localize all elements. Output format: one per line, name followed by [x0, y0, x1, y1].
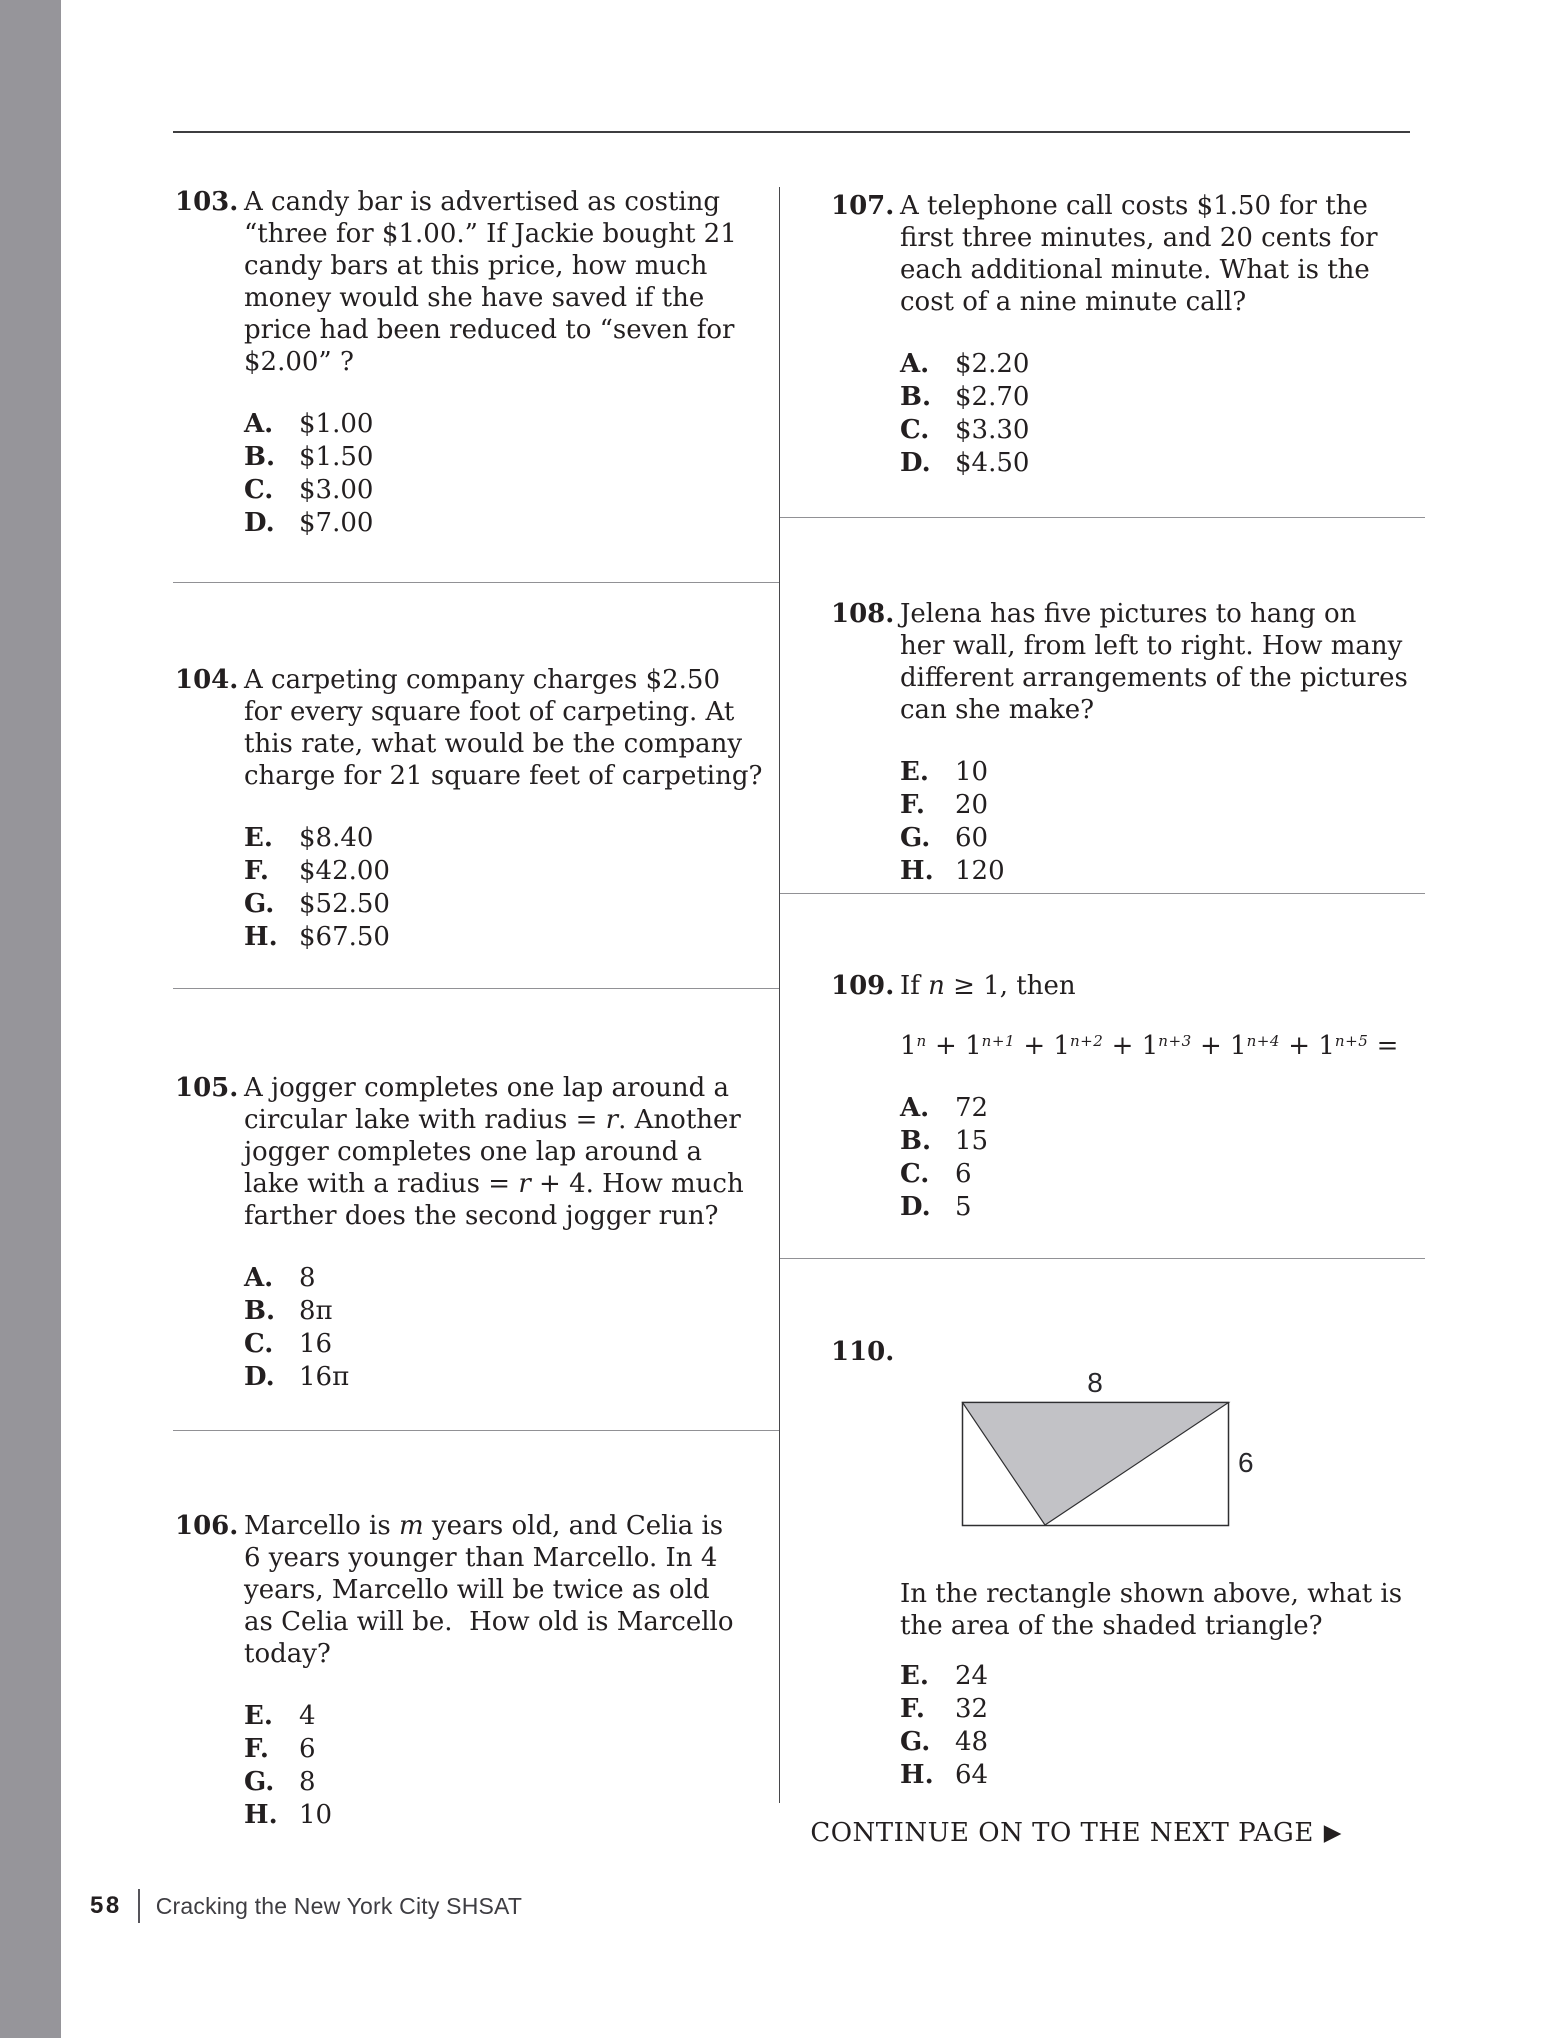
choice-letter: E. — [244, 1701, 273, 1731]
answer-choice-B — [900, 381, 1378, 414]
question-stem — [244, 186, 737, 378]
choice-letter: E. — [900, 757, 929, 787]
answer-choice-F — [244, 1733, 734, 1766]
header-rule — [173, 131, 1410, 133]
question-text-line: each additional minute. What is the — [900, 255, 1370, 285]
answer-choice-E — [900, 1660, 1402, 1693]
answer-choice-E — [244, 1700, 734, 1733]
question-number: 104. — [175, 665, 239, 695]
choice-value: $1.00 — [299, 409, 374, 439]
choice-value: 10 — [955, 757, 989, 787]
choice-letter: E. — [900, 1661, 929, 1691]
choice-value: 6 — [955, 1159, 972, 1189]
answer-choices — [900, 1660, 1402, 1792]
question-divider — [173, 988, 779, 989]
answer-choice-G — [244, 1766, 734, 1799]
question-number: 107. — [831, 191, 895, 221]
question-text-line: A telephone call costs $1.50 for the — [900, 191, 1368, 221]
footer-divider — [138, 1889, 140, 1923]
question-106 — [175, 1510, 734, 1832]
answer-choice-D — [900, 447, 1378, 480]
question-text-line: her wall, from left to right. How many — [900, 631, 1403, 661]
choice-letter: B. — [244, 1296, 276, 1326]
question-text-line: the area of the shaded triangle? — [900, 1611, 1323, 1641]
answer-choice-A — [900, 348, 1378, 381]
question-divider — [780, 893, 1425, 894]
answer-choice-F — [900, 789, 1408, 822]
choice-value: $42.00 — [299, 856, 390, 886]
answer-choice-G — [900, 1726, 1402, 1759]
column-divider — [779, 187, 780, 1803]
question-divider — [173, 582, 779, 583]
choice-value: 32 — [955, 1694, 989, 1724]
choice-value: $2.70 — [955, 382, 1030, 412]
choice-value: $1.50 — [299, 442, 374, 472]
question-text-line: Marcello is m years old, and Celia is — [244, 1511, 724, 1541]
question-text-line: years, Marcello will be twice as old — [244, 1575, 710, 1605]
choice-value: 64 — [955, 1760, 989, 1790]
choice-letter: F. — [244, 856, 269, 886]
choice-letter: H. — [244, 922, 278, 952]
choice-value: 5 — [955, 1192, 972, 1222]
answer-choice-D — [244, 507, 737, 540]
question-stem — [244, 664, 762, 792]
choice-value: 48 — [955, 1727, 989, 1757]
answer-choice-C — [900, 1158, 1398, 1191]
question-text-line: Jelena has five pictures to hang on — [900, 599, 1357, 629]
question-stem — [900, 970, 1398, 1062]
answer-choices — [900, 348, 1378, 480]
choice-value: 10 — [299, 1800, 333, 1830]
question-number: 105. — [175, 1073, 239, 1103]
question-text-line: today? — [244, 1639, 331, 1669]
question-number: 106. — [175, 1511, 239, 1541]
answer-choice-A — [900, 1092, 1398, 1125]
choice-value: $67.50 — [299, 922, 390, 952]
question-divider — [780, 517, 1425, 518]
choice-value: 6 — [299, 1734, 316, 1764]
question-104 — [175, 664, 762, 954]
choice-value: $3.00 — [299, 475, 374, 505]
answer-choice-A — [244, 1262, 744, 1295]
choice-letter: D. — [244, 1362, 275, 1392]
answer-choice-D — [244, 1361, 744, 1394]
answer-choice-G — [244, 888, 762, 921]
answer-choice-C — [244, 1328, 744, 1361]
question-text-line: for every square foot of carpeting. At — [244, 697, 735, 727]
question-stem — [900, 598, 1408, 726]
answer-choices — [244, 822, 762, 954]
choice-value: 72 — [955, 1093, 989, 1123]
choice-value: 24 — [955, 1661, 989, 1691]
question-number: 110. — [831, 1337, 895, 1367]
choice-letter: A. — [244, 409, 274, 439]
question-text-line: “three for $1.00.” If Jackie bought 21 — [244, 219, 737, 249]
choice-letter: D. — [244, 508, 275, 538]
choice-letter: A. — [900, 1093, 930, 1123]
continue-banner — [810, 1818, 1342, 1848]
question-number: 103. — [175, 187, 239, 217]
question-107 — [831, 190, 1378, 480]
choice-value: $7.00 — [299, 508, 374, 538]
choice-letter: H. — [244, 1800, 278, 1830]
rectangle-triangle-figure — [940, 1352, 1280, 1537]
figure-height-label: 6 — [1238, 1447, 1254, 1478]
answer-choices — [900, 756, 1408, 888]
answer-choice-E — [244, 822, 762, 855]
question-text-line: A jogger completes one lap around a — [244, 1073, 730, 1103]
choice-letter: D. — [900, 448, 931, 478]
page-footer — [90, 1889, 522, 1923]
choice-letter: B. — [900, 1126, 932, 1156]
question-text-line: If n ≥ 1, then — [900, 971, 1076, 1001]
answer-choices — [244, 1262, 744, 1394]
choice-letter: F. — [900, 790, 925, 820]
choice-letter: G. — [244, 889, 275, 919]
choice-value: 4 — [299, 1701, 316, 1731]
choice-letter: G. — [900, 1727, 931, 1757]
question-text-line: first three minutes, and 20 cents for — [900, 223, 1378, 253]
choice-value: 20 — [955, 790, 989, 820]
choice-letter: G. — [900, 823, 931, 853]
question-108 — [831, 598, 1408, 888]
question-text-line: money would she have saved if the — [244, 283, 705, 313]
question-text-line: charge for 21 square feet of carpeting? — [244, 761, 763, 791]
choice-letter: C. — [244, 475, 274, 505]
question-stem — [900, 190, 1378, 318]
choice-value: $4.50 — [955, 448, 1030, 478]
choice-letter: C. — [244, 1329, 274, 1359]
choice-value: $3.30 — [955, 415, 1030, 445]
answer-choice-B — [244, 441, 737, 474]
page-number: 58 — [90, 1892, 122, 1919]
question-text-line: can she make? — [900, 695, 1095, 725]
question-stem — [244, 1510, 734, 1670]
choice-value: 120 — [955, 856, 1005, 886]
question-text-line: price had been reduced to “seven for — [244, 315, 735, 345]
choice-letter: H. — [900, 856, 934, 886]
question-text-line: different arrangements of the pictures — [900, 663, 1408, 693]
question-105 — [175, 1072, 744, 1394]
choice-letter: G. — [244, 1767, 275, 1797]
question-text-line: farther does the second jogger run? — [244, 1201, 719, 1231]
answer-choice-H — [900, 1759, 1402, 1792]
question-text-line: In the rectangle shown above, what is — [900, 1579, 1403, 1609]
question-text-line: cost of a nine minute call? — [900, 287, 1247, 317]
choice-letter: C. — [900, 1159, 930, 1189]
answer-choice-H — [244, 921, 762, 954]
continue-text: CONTINUE ON TO THE NEXT PAGE — [810, 1818, 1314, 1848]
question-text-line: jogger completes one lap around a — [244, 1137, 702, 1167]
question-text-line: as Celia will be. How old is Marcello — [244, 1607, 734, 1637]
question-text-line: circular lake with radius = r. Another — [244, 1105, 741, 1135]
question-number: 109. — [831, 971, 895, 1001]
choice-value: 8π — [299, 1296, 333, 1326]
choice-value: $52.50 — [299, 889, 390, 919]
answer-choice-F — [900, 1693, 1402, 1726]
choice-letter: C. — [900, 415, 930, 445]
choice-letter: E. — [244, 823, 273, 853]
choice-letter: A. — [244, 1263, 274, 1293]
answer-choice-H — [900, 855, 1408, 888]
question-divider — [780, 1258, 1425, 1259]
choice-letter: D. — [900, 1192, 931, 1222]
choice-value: 8 — [299, 1767, 316, 1797]
answer-choice-H — [244, 1799, 734, 1832]
question-text-line: this rate, what would be the company — [244, 729, 743, 759]
choice-letter: B. — [244, 442, 276, 472]
answer-choice-E — [900, 756, 1408, 789]
choice-value: 16 — [299, 1329, 333, 1359]
choice-value: $2.20 — [955, 349, 1030, 379]
choice-value: $8.40 — [299, 823, 374, 853]
choice-letter: F. — [244, 1734, 269, 1764]
answer-choice-C — [244, 474, 737, 507]
question-divider — [173, 1430, 779, 1431]
question-text-line: $2.00” ? — [244, 347, 354, 377]
answer-choice-C — [900, 414, 1378, 447]
book-title: Cracking the New York City SHSAT — [155, 1892, 523, 1919]
question-text-line: candy bars at this price, how much — [244, 251, 708, 281]
choice-letter: A. — [900, 349, 930, 379]
choice-value: 15 — [955, 1126, 989, 1156]
question-109 — [831, 970, 1398, 1224]
answer-choice-B — [900, 1125, 1398, 1158]
question-stem — [244, 1072, 744, 1232]
choice-letter: H. — [900, 1760, 934, 1790]
choice-letter: F. — [900, 1694, 925, 1724]
question-number: 108. — [831, 599, 895, 629]
answer-choice-G — [900, 822, 1408, 855]
choice-value: 60 — [955, 823, 989, 853]
answer-choices — [900, 1092, 1398, 1224]
answer-choices — [244, 1700, 734, 1832]
answer-choice-D — [900, 1191, 1398, 1224]
answer-choices — [244, 408, 737, 540]
page-edge-bar — [0, 0, 61, 2038]
question-text-line: lake with a radius = r + 4. How much — [244, 1169, 744, 1199]
question-text-line: A candy bar is advertised as costing — [244, 187, 721, 217]
question-text-line: 6 years younger than Marcello. In 4 — [244, 1543, 718, 1573]
choice-letter: B. — [900, 382, 932, 412]
answer-choice-B — [244, 1295, 744, 1328]
continue-arrow-icon: ▶ — [1323, 1820, 1342, 1846]
question-text-line: A carpeting company charges $2.50 — [244, 665, 720, 695]
choice-value: 8 — [299, 1263, 316, 1293]
question-text-line: $1^n + 1^{n+1} + 1^{n+2} + 1^{n+3} + 1^{n+4} + 1^{n+5}$ = — [900, 1031, 1399, 1061]
choice-value: 16π — [299, 1362, 350, 1392]
answer-choice-A — [244, 408, 737, 441]
question-103 — [175, 186, 737, 540]
answer-choice-F — [244, 855, 762, 888]
figure-width-label: 8 — [1087, 1367, 1103, 1398]
